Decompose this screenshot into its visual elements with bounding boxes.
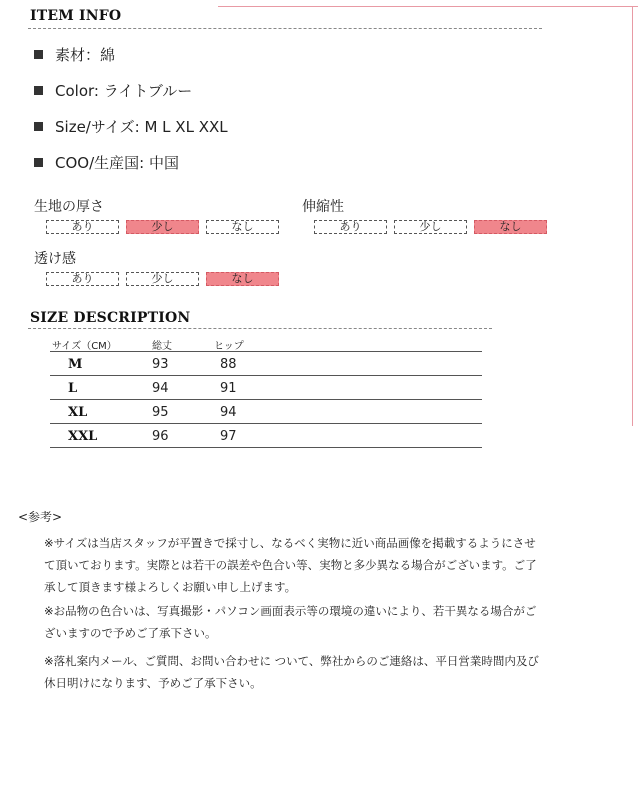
chip-sheer-sukoshi: 少し <box>126 272 199 286</box>
chip-thickness-ari: あり <box>46 220 119 234</box>
note-paragraph-color: ※お品物の色合いは、写真撮影・パソコン画面表示等の環境の違いにより、若干異なる場合がございますので予めご了承下さい。 <box>44 604 537 640</box>
rating-title-sheer: 透け感 <box>34 251 76 267</box>
chip-stretch-nashi: なし <box>474 220 547 234</box>
bullet-icon <box>34 158 43 167</box>
notes-title: <参考> <box>18 510 63 524</box>
table-row-size: M <box>68 357 83 372</box>
chip-thickness-sukoshi: 少し <box>126 220 199 234</box>
bullet-icon <box>34 122 43 131</box>
bullet-icon <box>34 50 43 59</box>
table-row-line <box>50 447 482 448</box>
table-row-length: 93 <box>152 357 169 372</box>
chip-stretch-ari: あり <box>314 220 387 234</box>
table-row-size: L <box>68 381 78 396</box>
table-row-length: 96 <box>152 429 169 444</box>
note-paragraph-contact: ※落札案内メール、ご質問、お問い合わせに ついて、弊社からのご連絡は、平日営業時間内及び休日明けになります、予めご了承下さい。 <box>44 654 539 690</box>
rating-title-thickness: 生地の厚さ <box>34 199 104 215</box>
item-info-divider <box>28 28 542 29</box>
item-info-heading: ITEM INFO <box>30 8 122 24</box>
size-description-divider <box>28 328 492 329</box>
item-color: Color: ライトブルー <box>34 80 192 101</box>
table-row-length: 94 <box>152 381 169 396</box>
column-header-size: サイズ（CM） <box>52 341 117 352</box>
bullet-icon <box>34 86 43 95</box>
table-row-size: XXL <box>68 429 98 444</box>
table-row-hip: 88 <box>220 357 237 372</box>
chip-stretch-sukoshi: 少し <box>394 220 467 234</box>
rating-title-stretch: 伸縮性 <box>302 199 344 215</box>
table-row-line <box>50 423 482 424</box>
table-row-line <box>50 399 482 400</box>
item-coo: COO/生産国: 中国 <box>34 152 179 173</box>
table-row-line <box>50 375 482 376</box>
chip-sheer-nashi: なし <box>206 272 279 286</box>
table-row-hip: 94 <box>220 405 237 420</box>
chip-thickness-nashi: なし <box>206 220 279 234</box>
item-material: 素材：綿 <box>34 44 115 65</box>
item-size: Size/サイズ: M L XL XXL <box>34 116 228 137</box>
column-header-hip: ヒップ <box>214 341 244 352</box>
frame-right-line <box>632 6 633 426</box>
table-row-length: 95 <box>152 405 169 420</box>
column-header-length: 総丈 <box>152 341 172 352</box>
table-row-hip: 91 <box>220 381 237 396</box>
size-description-heading: SIZE DESCRIPTION <box>30 310 191 326</box>
table-row-size: XL <box>68 405 88 420</box>
table-header-line <box>50 351 482 352</box>
frame-top-line <box>218 6 638 7</box>
table-row-hip: 97 <box>220 429 237 444</box>
chip-sheer-ari: あり <box>46 272 119 286</box>
note-paragraph-size: ※サイズは当店スタッフが平置きで採寸し、なるべく実物に近い商品画像を掲載するようにさせて頂いております。実際とは若干の誤差や色合い等、実物と多少異なる場合がございます。ご了承して頂きます様よろしくお願い申し上げます。 <box>44 536 537 594</box>
